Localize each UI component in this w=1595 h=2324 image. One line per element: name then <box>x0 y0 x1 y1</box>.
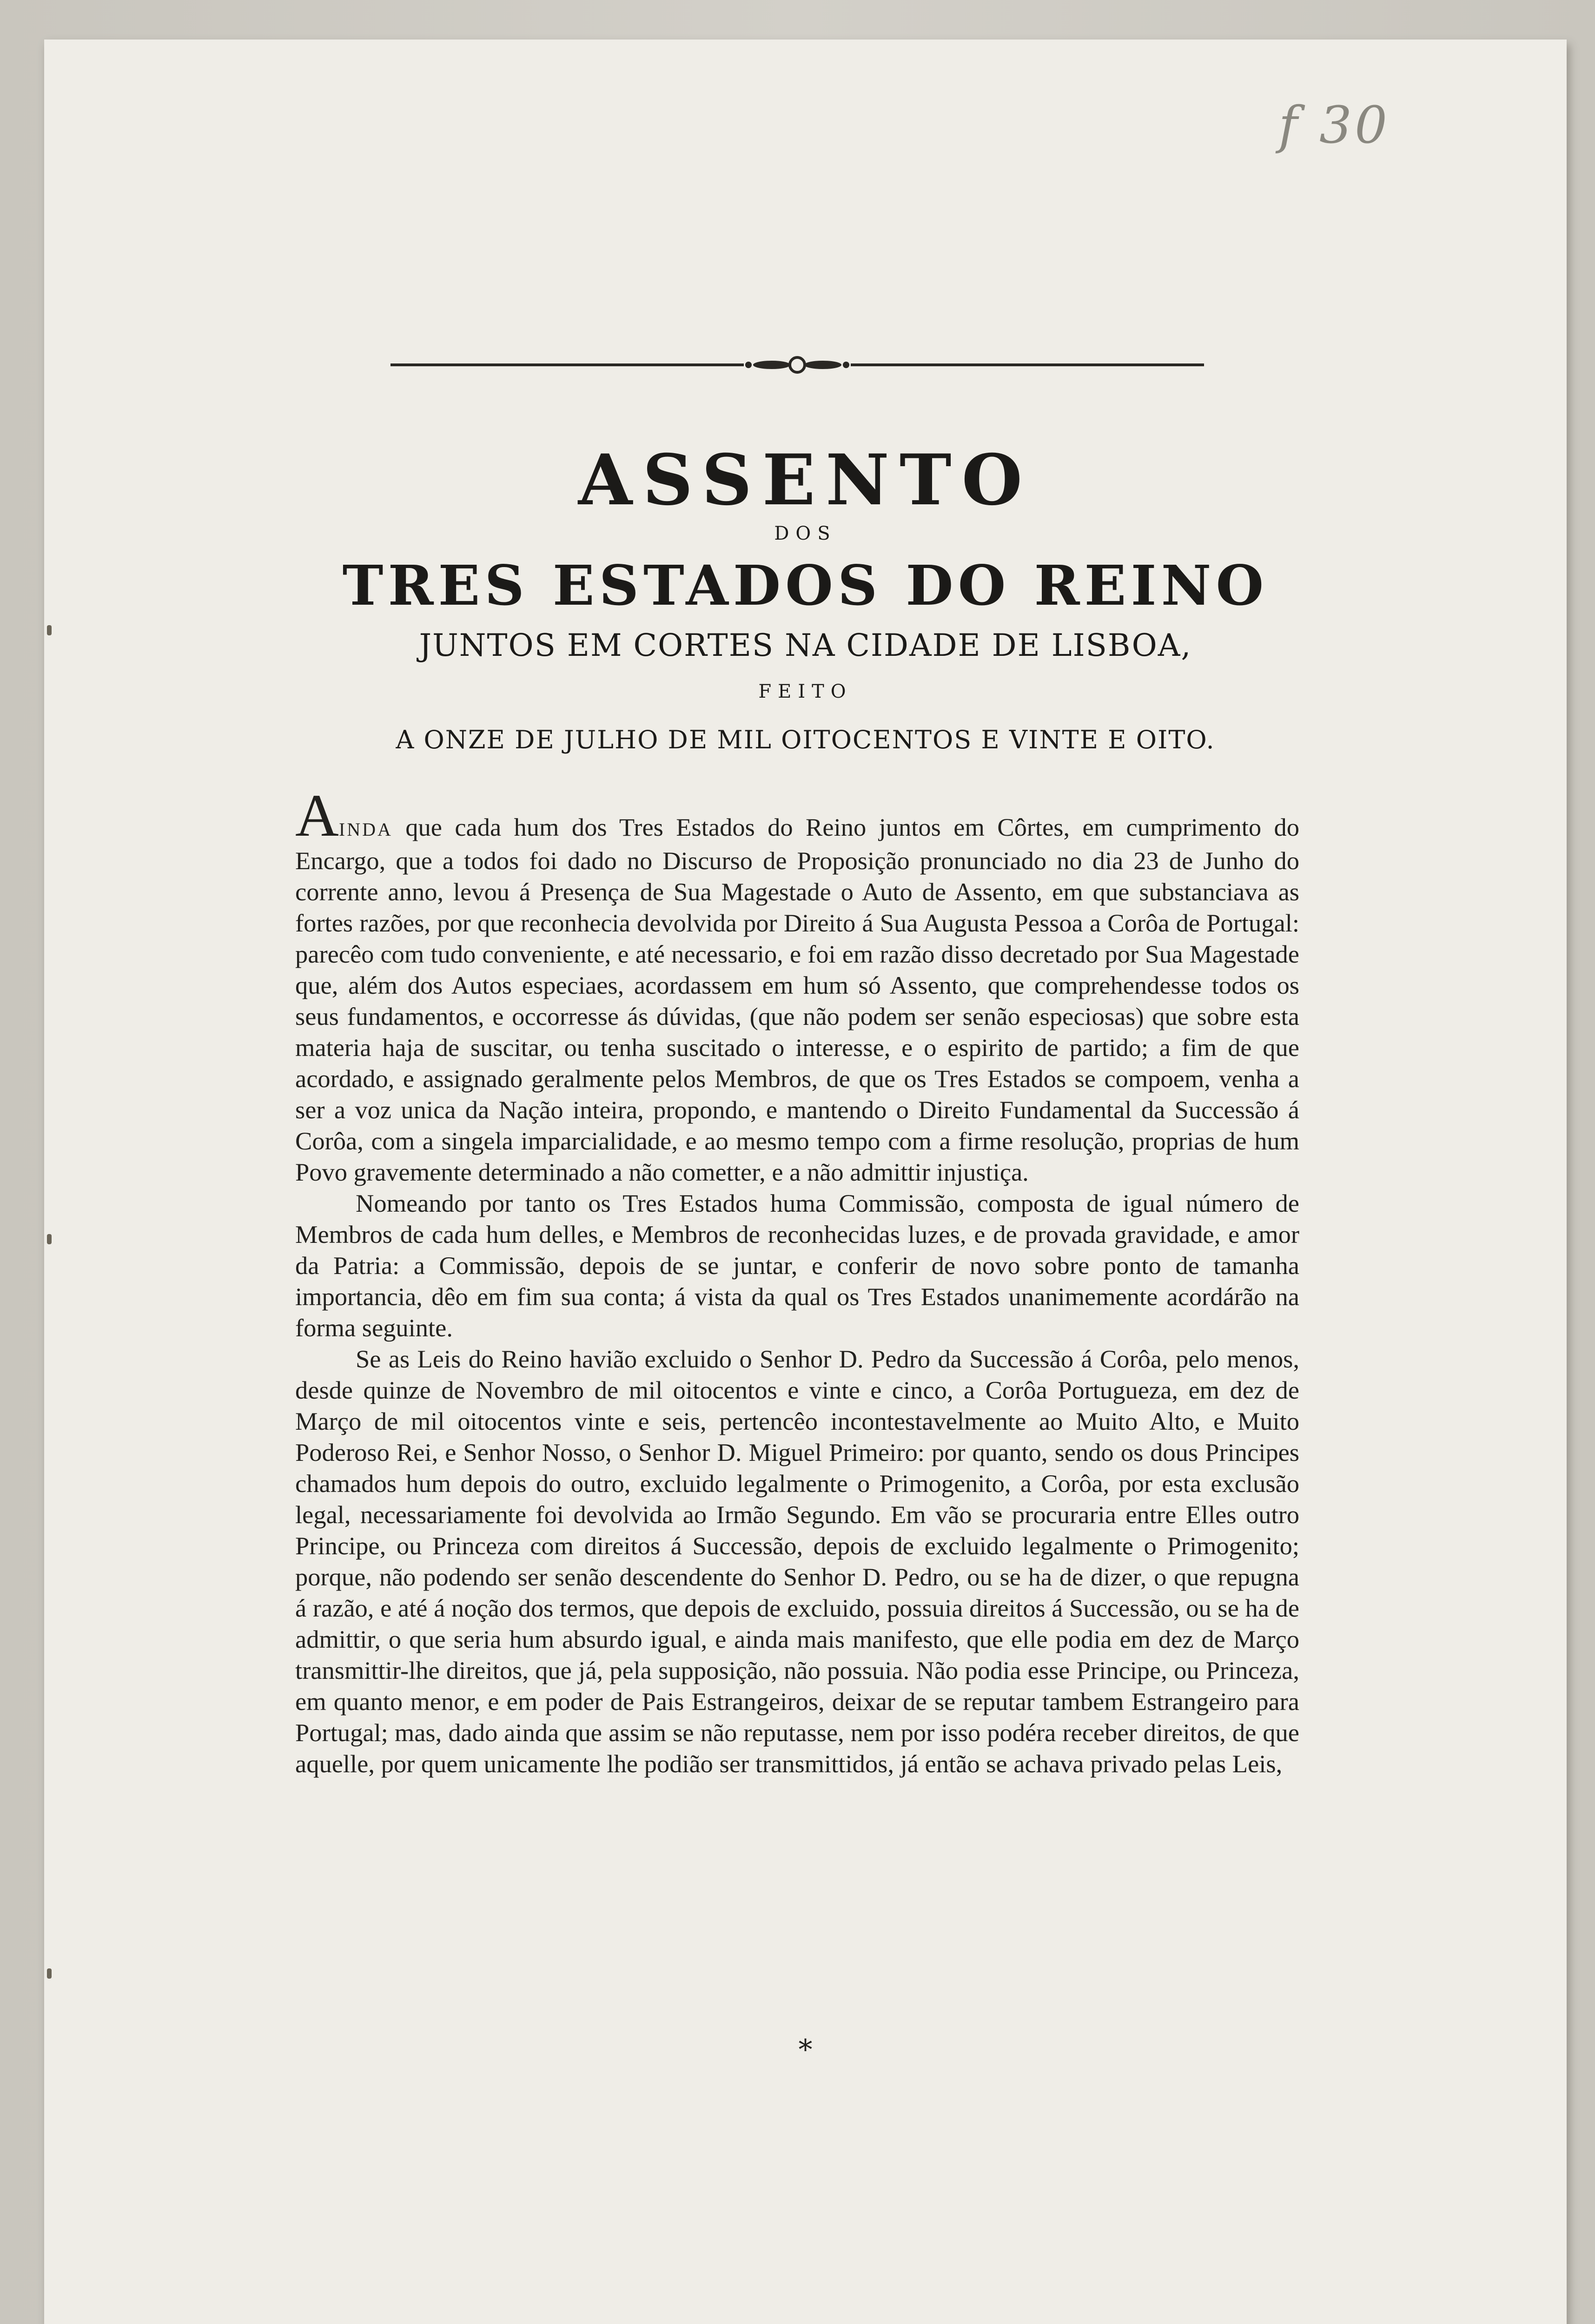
document-body <box>295 782 1299 1779</box>
paragraph-1-text: que cada hum dos Tres Estados do Reino juntos em Côrtes, em cumprimento do Encargo, que a todos foi dado no Discurso de Proposição pronunciado no dia 23 de Junho do corrente anno, levou á Presença de Sua Magestade o Auto de Assento, em que substanciava as fortes razões, por que reconhecia devolvida por Direito á Sua Augusta Pessoa a Corôa de Portugal: parecêo com tudo conveniente, e até necessario, e foi em razão disso decretado por Sua Magestade que, além dos Autos especiaes, acordassem em hum só Assento, que comprehendesse todos os seus fundamentos, e occorresse ás dúvidas, (que não podem ser senão especiosas) que sobre esta materia haja de suscitar, ou tenha suscitado o interesse, e o espirito de partido; a fim de que acordado, e assignado geralmente pelos Membros, de que os Tres Estados se compoem, venha a ser a voz unica da Nação inteira, propondo, e mantendo o Direito Fundamental da Successão á Corôa, com a singela imparcialidade, e ao mesmo tempo com a firme resolução, proprias de hum Povo gravemente determinado a não cometter, e a não admittir injustiça. <box>295 813 1299 1186</box>
title-juntos-em-cortes: JUNTOS EM CORTES NA CIDADE DE LISBOA, <box>419 627 1192 663</box>
binding-mark <box>47 1234 52 1244</box>
title-date-line: A ONZE DE JULHO DE MIL OITOCENTOS E VINTE E OITO. <box>396 725 1215 754</box>
paragraph-1-opening: INDA <box>338 819 393 840</box>
paragraph-3: Se as Leis do Reino havião excluido o Senhor D. Pedro da Successão á Corôa, pelo menos, desde quinze de Novembro de mil oitocentos e vinte e cinco, a Corôa Portugueza, em dez de Março de mil oitocentos vinte e seis, pertencêo incontestavelmente ao Muito Alto, e Muito Poderoso Rei, e Senhor Nosso, o Senhor D. Miguel Primeiro: por quanto, sendo os dous Principes chamados hum depois do outro, excluido legalmente o Primogenito, a Corôa, por esta exclusão legal, necessariamente foi devolvida ao Irmão Segundo. Em vão se procuraria entre Elles outro Principe, ou Princeza com direitos á Successão, depois de excluido legalmente o Primogenito; porque, não podendo ser senão descendente do Senhor D. Pedro, ou se ha de dizer, o que repugna á razão, e até á noção dos termos, que depois de excluido, possuia direitos á Successão, ou se ha de admittir, o que seria hum absurdo igual, e ainda mais manifesto, que elle podia em dez de Março transmittir-lhe direitos, que já, pela supposição, não possuia. Não podia esse Principe, ou Princeza, em quanto menor, e em poder de Pais Estrangeiros, deixar de se reputar tambem Estrangeiro para Portugal; mas, dado ainda que assim se não reputasse, nem por isso podéra receber direitos, de que aquelle, por quem unicamente lhe podião ser transmittidos, já então se achava privado pelas Leis, <box>295 1345 1299 1778</box>
title-dos: DOS <box>774 523 837 544</box>
title-assento: ASSENTO <box>578 439 1033 521</box>
title-feito: FEITO <box>758 681 853 702</box>
drop-cap: A <box>295 782 339 849</box>
ornamental-rule-icon <box>390 356 1204 374</box>
binding-mark <box>47 1968 52 1979</box>
pencil-folio-note: f 30 <box>1278 95 1390 155</box>
catchword-asterisk: * <box>798 2034 813 2066</box>
title-tres-estados: TRES ESTADOS DO REINO <box>342 553 1269 618</box>
printed-page <box>44 40 1567 2324</box>
paragraph-1 <box>295 782 1299 1188</box>
paragraph-2: Nomeando por tanto os Tres Estados huma Commissão, composta de igual número de Membros de cada hum delles, e Membros de reconhecidas luzes, e de provada gravidade, e amor da Patria: a Commissão, depois de se juntar, e conferir de novo sobre ponto de tamanha importancia, dêo em fim sua conta; á vista da qual os Tres Estados unanimemente acordárão na forma seguinte. <box>295 1189 1299 1342</box>
